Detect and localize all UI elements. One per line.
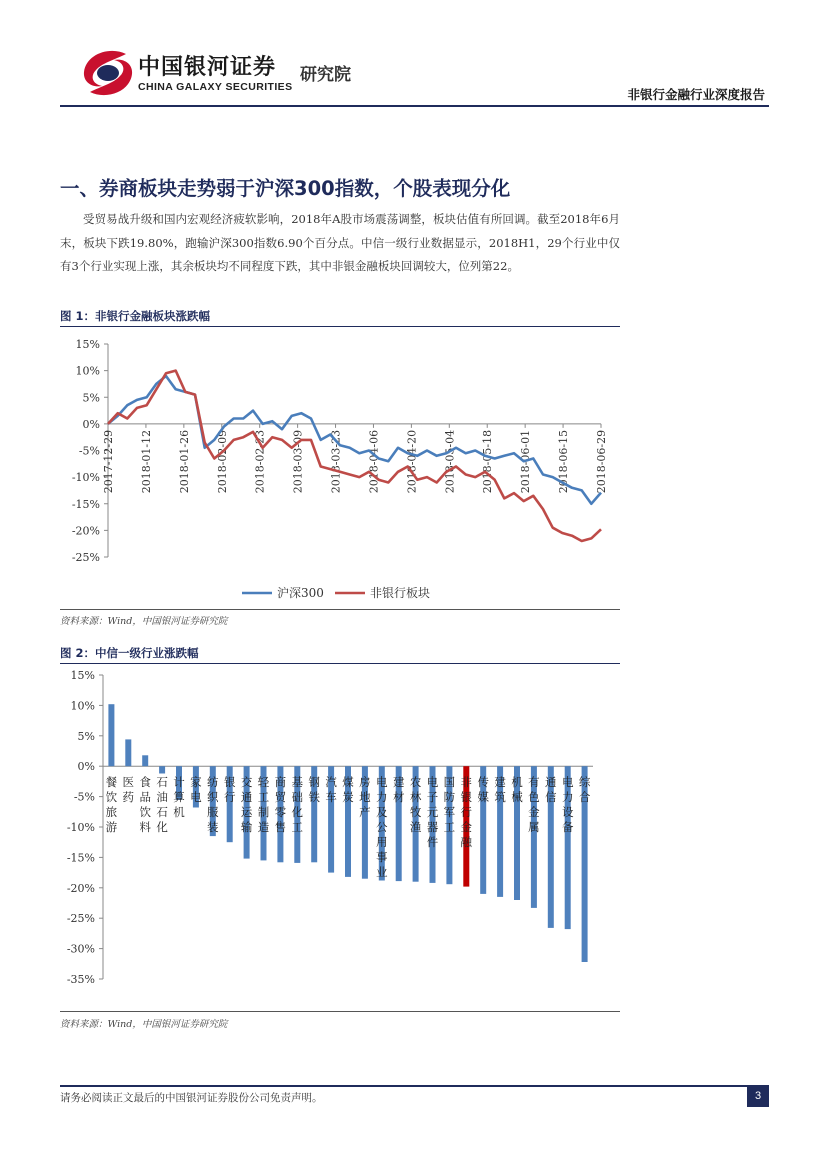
category-label: 建材 xyxy=(392,775,405,805)
legend-label: 沪深300 xyxy=(277,586,324,600)
y-tick-label: -25% xyxy=(66,912,95,926)
category-label: 房地产 xyxy=(359,775,371,820)
category-label: 通信 xyxy=(545,775,557,805)
category-label: 农林牧渔 xyxy=(409,775,422,835)
y-tick-label: -35% xyxy=(66,973,95,986)
category-label: 计算机 xyxy=(173,775,185,820)
category-label: 餐饮旅游 xyxy=(105,775,118,835)
category-label: 电力设备 xyxy=(561,775,574,835)
logo-english-name: CHINA GALAXY SECURITIES xyxy=(138,81,293,93)
category-label: 钢铁 xyxy=(308,775,320,805)
figure2-title: 图 2：中信一级行业涨跌幅 xyxy=(60,646,199,660)
category-label: 石油石化 xyxy=(156,775,168,835)
x-tick-label: 2017-12-29 xyxy=(102,429,115,494)
category-label: 有色金属 xyxy=(528,775,540,835)
figure1-line-chart xyxy=(60,329,620,609)
x-tick-label: 2018-01-26 xyxy=(177,429,191,494)
x-tick-label: 2018-03-09 xyxy=(291,429,305,494)
figure2-top-rule xyxy=(60,663,620,664)
y-tick-label: -5% xyxy=(73,790,95,804)
x-tick-label: 2018-05-18 xyxy=(481,429,495,494)
x-tick-label: 2018-02-09 xyxy=(215,429,229,494)
category-label: 银行 xyxy=(223,775,236,805)
y-tick-label: 10% xyxy=(70,699,95,713)
bar-2 xyxy=(142,755,148,766)
x-tick-label: 2018-06-15 xyxy=(557,429,571,494)
category-label: 建筑 xyxy=(494,775,506,805)
logo-institute: 研究院 xyxy=(300,65,351,85)
x-tick-label: 2018-02-23 xyxy=(253,429,267,494)
bar-3 xyxy=(159,766,165,773)
category-label: 煤炭 xyxy=(342,775,354,805)
category-label: 商贸零售 xyxy=(274,775,287,835)
x-tick-label: 2018-06-29 xyxy=(595,429,608,494)
category-label: 食品饮料 xyxy=(139,775,151,835)
footer-divider xyxy=(60,1085,769,1087)
y-tick-label: -25% xyxy=(71,551,100,564)
category-label: 医药 xyxy=(122,775,135,805)
x-tick-label: 2018-06-01 xyxy=(519,429,533,494)
category-label: 轻工制造 xyxy=(257,775,270,835)
figure2-bottom-rule xyxy=(60,1011,620,1012)
y-tick-label: -10% xyxy=(66,821,95,834)
x-tick-label: 2018-04-06 xyxy=(367,429,381,494)
figure1-source: 资料来源：Wind，中国银河证券研究院 xyxy=(60,616,228,627)
y-tick-label: -15% xyxy=(71,497,100,511)
x-tick-label: 2018-05-04 xyxy=(443,429,457,494)
x-tick-label: 2018-04-20 xyxy=(405,429,419,494)
section-paragraph: 受贸易战升级和国内宏观经济疲软影响，2018年A股市场震荡调整，板块估值有所回调。截至2018年6月末，板块下跌19.80%，跑输沪深300指数6.90个百分点。中信一级行业数据显示，2018H1，29个行业中仅有3个行业实现上涨，其余板块均不同程度下跌，其中非银金融板块回调较大，位列第22。 xyxy=(60,212,620,273)
y-tick-label: -20% xyxy=(66,881,95,895)
y-tick-label: -30% xyxy=(66,942,95,956)
y-tick-label: -20% xyxy=(71,524,100,538)
y-tick-label: 15% xyxy=(70,669,95,682)
y-tick-label: 15% xyxy=(75,338,100,351)
legend-label: 非银行板块 xyxy=(370,586,431,600)
x-tick-label: 2018-03-23 xyxy=(329,429,343,494)
logo-chinese-name: 中国银河证券 xyxy=(138,55,277,80)
category-label: 国防军工 xyxy=(443,775,456,835)
figure1-top-rule xyxy=(60,326,620,327)
y-tick-label: 0% xyxy=(77,760,95,774)
galaxy-logo-icon xyxy=(80,48,136,98)
y-tick-label: -15% xyxy=(66,851,95,865)
bar-1 xyxy=(125,739,131,766)
y-tick-label: 5% xyxy=(77,729,95,743)
category-label: 机械 xyxy=(511,775,523,805)
figure2-bar-chart xyxy=(60,665,620,1010)
category-label: 非银行金融 xyxy=(460,775,473,850)
category-label: 电子元器件 xyxy=(426,775,439,850)
category-label: 传媒 xyxy=(477,775,489,805)
bar-0 xyxy=(108,704,114,766)
category-label: 基础化工 xyxy=(291,775,304,835)
category-label: 纺织服装 xyxy=(207,775,219,835)
section-title: 一、券商板块走势弱于沪深300指数，个股表现分化 xyxy=(60,177,511,200)
category-label: 家电 xyxy=(190,775,202,805)
category-label: 综合 xyxy=(578,775,591,805)
x-tick-label: 2018-01-12 xyxy=(139,429,153,494)
y-tick-label: 10% xyxy=(75,364,100,378)
y-tick-label: -10% xyxy=(71,471,100,485)
page-number: 3 xyxy=(747,1086,769,1107)
category-label: 汽车 xyxy=(325,775,337,805)
figure2-source: 资料来源：Wind，中国银河证券研究院 xyxy=(60,1019,228,1030)
header-divider xyxy=(60,105,769,107)
company-logo xyxy=(80,48,380,98)
report-type: 非银行金融行业深度报告 xyxy=(627,87,765,102)
y-tick-label: 0% xyxy=(82,417,100,431)
category-label: 电力及公用事业 xyxy=(376,775,388,880)
footer-disclaimer: 请务必阅读正文最后的中国银河证券股份公司免责声明。 xyxy=(60,1092,323,1104)
figure1-bottom-rule xyxy=(60,609,620,610)
category-label: 交通运输 xyxy=(240,775,253,835)
y-tick-label: -5% xyxy=(78,444,100,458)
figure1-title: 图 1：非银行金融板块涨跌幅 xyxy=(60,309,211,323)
y-tick-label: 5% xyxy=(82,391,100,405)
